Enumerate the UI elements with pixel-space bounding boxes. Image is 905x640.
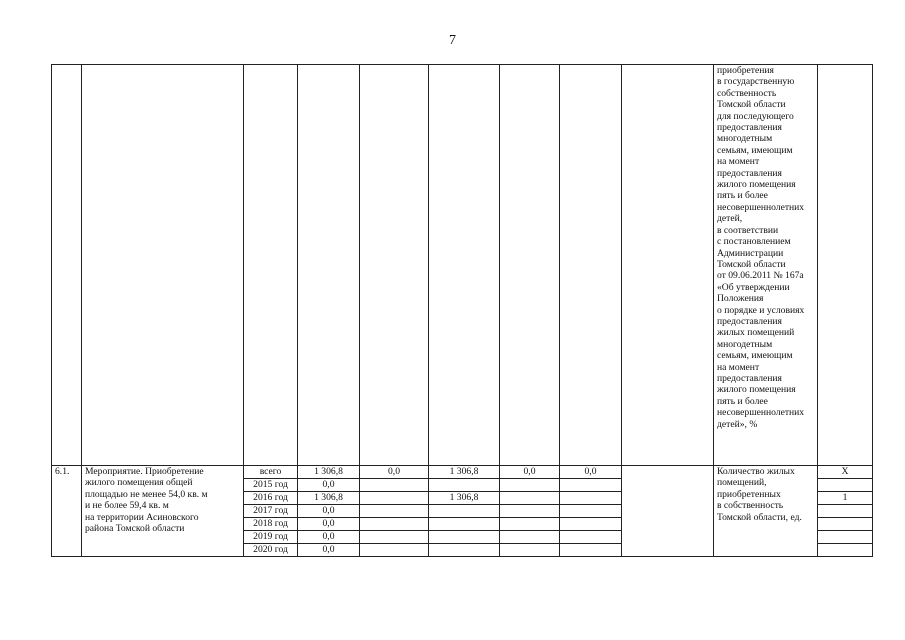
executor-cell xyxy=(622,466,714,557)
total-cell: 0,0 xyxy=(298,479,360,492)
cell-col2 xyxy=(429,65,500,466)
cell-col3 xyxy=(500,65,560,466)
col3-cell xyxy=(500,492,560,505)
cell-indicator xyxy=(714,65,818,466)
indicator-value-cell xyxy=(818,505,873,518)
program-table xyxy=(51,64,873,557)
col1-cell xyxy=(360,518,429,531)
col1-cell xyxy=(360,479,429,492)
col1-cell xyxy=(360,505,429,518)
col2-cell: 1 306,8 xyxy=(429,466,500,479)
cell-col1 xyxy=(360,65,429,466)
item-6-1 xyxy=(52,466,873,557)
period-cell: 2019 год xyxy=(244,531,298,544)
total-cell: 0,0 xyxy=(298,544,360,557)
item-name: Мероприятие. Приобретение жилого помещения общей площадью не менее 54,0 кв. м и не более 59,4 кв. м на территории Асиновского района Томской области xyxy=(82,466,244,557)
col1-cell xyxy=(360,492,429,505)
col4-cell: 0,0 xyxy=(560,466,622,479)
period-cell: 2015 год xyxy=(244,479,298,492)
cell-executor xyxy=(622,65,714,466)
cell-number xyxy=(52,65,82,466)
indicator-value-cell xyxy=(818,518,873,531)
col4-cell xyxy=(560,479,622,492)
cell-col4 xyxy=(560,65,622,466)
item-number: 6.1. xyxy=(52,466,82,557)
col2-cell xyxy=(429,479,500,492)
indicator-value-cell xyxy=(818,544,873,557)
indicator-value-cell xyxy=(818,531,873,544)
total-cell: 0,0 xyxy=(298,505,360,518)
table-row xyxy=(52,466,873,479)
col4-cell xyxy=(560,518,622,531)
indicator-text: приобретения в государственную собственность Томской области для последующего предоставления многодетным семьям, имеющим на момент предоставления жилого помещения пять и более несовершеннолетних детей, в соответствии с постановлением Администрации Томской области от 09.06.2011 № 167а «Об утверждении Положения о порядке и условиях предоставления жилых помещений многодетным семьям, имеющим на момент предоставления жилого помещения пять и более несовершеннолетних детей», % xyxy=(717,65,805,430)
col2-cell xyxy=(429,505,500,518)
cell-value xyxy=(818,65,873,466)
col3-cell xyxy=(500,544,560,557)
cell-period xyxy=(244,65,298,466)
col4-cell xyxy=(560,531,622,544)
col3-cell xyxy=(500,531,560,544)
col3-cell xyxy=(500,518,560,531)
table-row-continuation xyxy=(52,65,873,466)
total-cell: 1 306,8 xyxy=(298,492,360,505)
col3-cell xyxy=(500,479,560,492)
item-indicator: Количество жилых помещений, приобретенных в собственность Томской области, ед. xyxy=(714,466,818,557)
period-cell: 2018 год xyxy=(244,518,298,531)
page-number: 7 xyxy=(449,33,456,48)
col4-cell xyxy=(560,492,622,505)
col3-cell xyxy=(500,505,560,518)
indicator-value-cell: X xyxy=(818,466,873,479)
col1-cell: 0,0 xyxy=(360,466,429,479)
col1-cell xyxy=(360,544,429,557)
period-cell: всего xyxy=(244,466,298,479)
period-cell: 2017 год xyxy=(244,505,298,518)
col2-cell xyxy=(429,531,500,544)
period-cell: 2016 год xyxy=(244,492,298,505)
col2-cell: 1 306,8 xyxy=(429,492,500,505)
period-cell: 2020 год xyxy=(244,544,298,557)
col1-cell xyxy=(360,531,429,544)
cell-total xyxy=(298,65,360,466)
total-cell: 0,0 xyxy=(298,518,360,531)
col2-cell xyxy=(429,518,500,531)
total-cell: 1 306,8 xyxy=(298,466,360,479)
cell-name xyxy=(82,65,244,466)
col4-cell xyxy=(560,544,622,557)
col3-cell: 0,0 xyxy=(500,466,560,479)
col2-cell xyxy=(429,544,500,557)
indicator-value-cell: 1 xyxy=(818,492,873,505)
total-cell: 0,0 xyxy=(298,531,360,544)
col4-cell xyxy=(560,505,622,518)
indicator-value-cell xyxy=(818,479,873,492)
